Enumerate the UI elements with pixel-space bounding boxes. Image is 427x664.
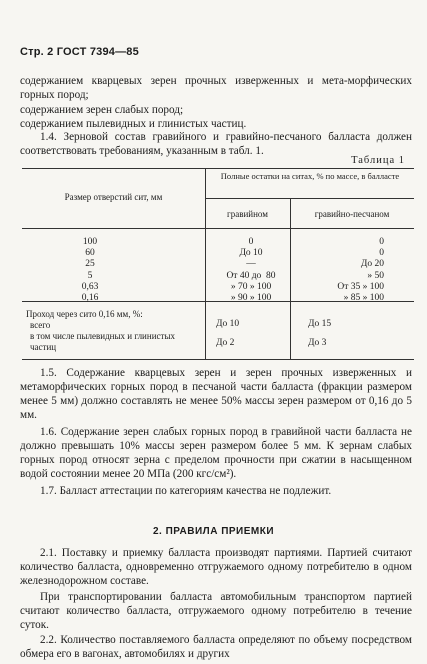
pass-label: Проход через сито 0,16 мм, %: — [26, 309, 143, 319]
page-header: Стр. 2 ГОСТ 7394—85 — [20, 46, 139, 58]
dust-label: в том числе пылевидных и глинистых частиц — [30, 331, 175, 352]
table-caption: Таблица 1 — [351, 155, 405, 166]
paragraph-1-6: 1.6. Содержание зерен слабых горных пород в гравийной части балласта не должно превышать 10% массы зерен размером более 5 мм. К зернам слабых горных пород относят зерна с пределом прочности при сжатии в насыщенном водой состоянии менее 20 МПа (200 кгс/см²). — [20, 426, 412, 480]
paragraph-2-1: 2.1. Поставку и приемку балласта производят партиями. Партией считают количество балласта, одновременно отгружаемого одному потребителю в одном железнодорожном составе. — [20, 547, 412, 587]
paragraph-1-5: 1.5. Содержание кварцевых зерен и зерен прочных изверженных и метаморфических горных пород в песчаной части балласта (фракции размером менее 5 мм) должно составлять не менее 50% массы зерен размером от 0,16 до 5 мм. — [20, 367, 412, 421]
col-sieve-size-header: Размер отверстий сит, мм — [64, 192, 163, 202]
size-cell: 100 — [82, 237, 98, 247]
paragraph-2-1-transport: При транспортировании балласта автомобильным транспортом партией считают количество балласта, отгружаемого одному потребителю в течение суток. — [20, 591, 412, 631]
gravel-sand-cell: От 35 » 100 — [337, 281, 384, 292]
gravel-cell: От 40 до 80 — [226, 270, 276, 281]
size-cell: 0,63 — [81, 281, 99, 292]
total-gravel-sand: До 15 — [308, 319, 332, 329]
paragraph-2-2: 2.2. Количество поставляемого балласта определяют по объему посредством обмера его в вагонах, автомобилях и других — [20, 634, 412, 660]
gravel-sand-cell: 0 — [379, 237, 384, 247]
col-gravel-sand-header: гравийно-песчаном — [314, 209, 390, 219]
paragraph-1-4: 1.4. Зерновой состав гравийного и гравийно-песчаного балласта должен соответствовать требованиям, указанным в табл. 1. — [20, 131, 412, 157]
intro-line-2: содержанием зерен слабых пород; — [20, 104, 184, 116]
intro-line-1: содержанием кварцевых зерен прочных изверженных и мета-морфических горных пород; — [20, 75, 412, 101]
gravel-sand-cell: » 85 » 100 — [343, 293, 384, 304]
intro-line-3: содержанием пылевидных и глинистых частиц. — [20, 118, 247, 130]
gravel-cell: » 70 » 100 — [230, 281, 272, 292]
gravel-cell: 0 — [248, 237, 254, 247]
size-cell: 0,16 — [81, 293, 99, 304]
section-title: 2. ПРАВИЛА ПРИЕМКИ — [152, 526, 275, 537]
total-gravel: До 10 — [216, 319, 240, 329]
gravel-cell: » 90 » 100 — [230, 293, 272, 304]
table-1 — [22, 168, 414, 360]
gravel-sand-cell: 0 — [379, 248, 384, 259]
size-cell: 25 — [85, 259, 95, 270]
col-group-header: Полные остатки на ситах, % по массе, в балласте — [220, 171, 400, 181]
gravel-sand-cell: » 50 — [367, 270, 384, 281]
col-gravel-header: гравийном — [227, 209, 268, 219]
size-cell: 60 — [85, 248, 95, 259]
dust-gravel: До 2 — [216, 338, 235, 348]
sizes-column — [70, 237, 110, 304]
gravel-cell: — — [246, 259, 256, 270]
total-label: всего — [30, 320, 51, 330]
gravel-sand-column — [304, 237, 384, 304]
dust-gravel-sand: До 3 — [308, 338, 327, 348]
gravel-sand-cell: До 20 — [360, 259, 384, 270]
size-cell: 5 — [87, 270, 93, 281]
gravel-column — [215, 237, 287, 304]
gravel-cell: До 10 — [239, 248, 263, 259]
paragraph-1-7: 1.7. Балласт аттестации по категориям качества не подлежит. — [40, 485, 332, 497]
